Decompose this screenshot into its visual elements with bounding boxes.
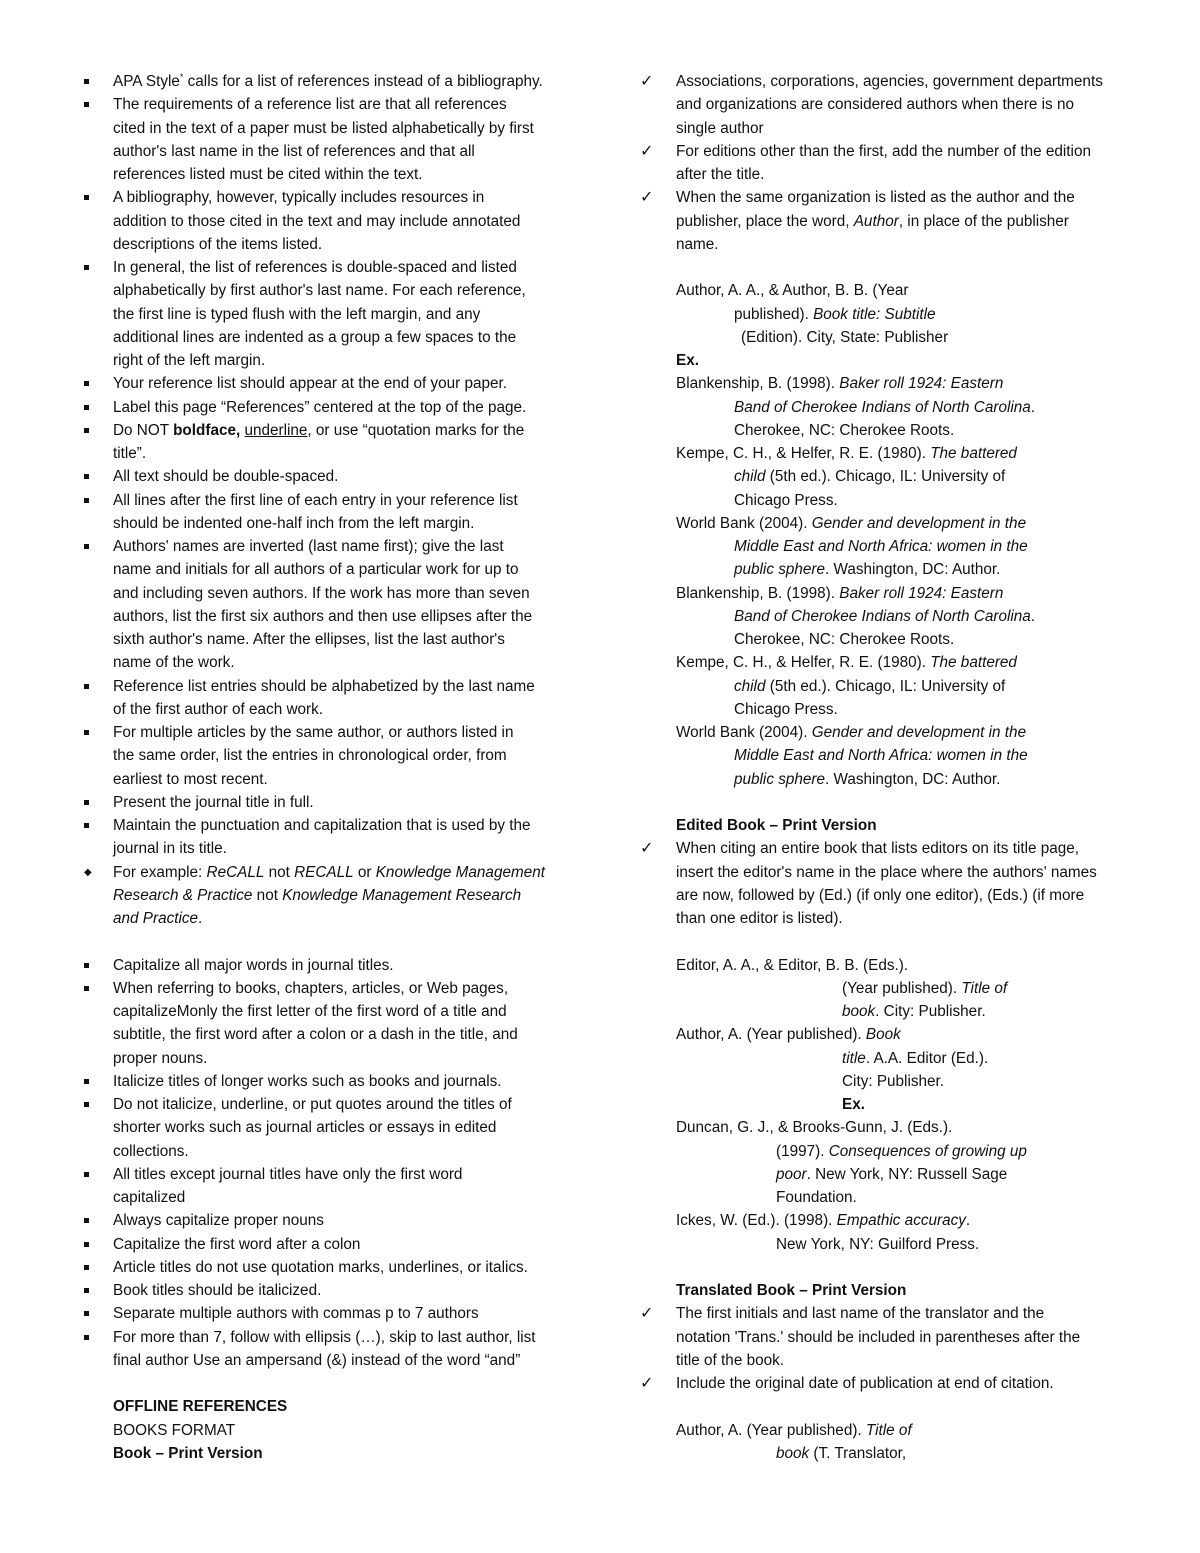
list-item: For multiple articles by the same author, or authors listed in: [113, 724, 514, 741]
format-template: Author, A. A., & Author, B. B. (Year: [676, 282, 909, 300]
list-item: Always capitalize proper nouns: [113, 1212, 324, 1230]
section-subheading: Book – Print Version: [113, 1444, 263, 1462]
list-item: Reference list entries should be alphabetized by the last name: [113, 677, 535, 695]
list-item: Maintain the punctuation and capitalization that is used by the: [113, 817, 531, 834]
list-item: A bibliography, however, typically includes resources in: [113, 189, 485, 207]
reference-entry: Blankenship, B. (1998). Baker roll 1924: Eastern: [676, 584, 1004, 602]
section-heading: Edited Book – Print Version: [676, 817, 877, 834]
list-item: When referring to books, chapters, articles, or Web pages,: [113, 979, 509, 997]
check-item: ✓ The first initials and last name of the translator and the: [640, 1305, 1045, 1323]
list-item: All titles except journal titles have only the first word: [113, 1165, 463, 1183]
list-item: For more than 7, follow with ellipsis (…), skip to last author, list: [113, 1328, 536, 1346]
section-heading: Translated Book – Print Version: [676, 1282, 907, 1299]
reference-entry: World Bank (2004). Gender and development in the: [676, 514, 1027, 532]
list-item: Do not italicize, underline, or put quotes around the titles of: [113, 1096, 512, 1113]
reference-entry: Blankenship, B. (1998). Baker roll 1924: Eastern: [676, 375, 1004, 393]
list-item: The requirements of a reference list are that all references: [113, 96, 507, 114]
reference-entry: Kempe, C. H., & Helfer, R. E. (1980). The battered: [676, 445, 1017, 462]
list-item: Do NOT boldface, underline, or use “quotation marks for the: [113, 421, 525, 439]
list-item: Separate multiple authors with commas p to 7 authors: [113, 1305, 479, 1323]
reference-entry: World Bank (2004). Gender and development in the: [676, 724, 1027, 741]
right-column: ✓ Associations, corporations, agencies, government departments and organizations are considered authors when there is no single author ✓ For editions other than the first, add the number of the edition after the title. ✓ When the same organization is listed as the author and the publisher, place the word, Author, in place of the publisher name. Author, A. A., & Author, B. B. (Year published). Book title: Subtitle (Edition). City, State: Publisher Ex. Blankenship, B. (1998). Baker roll 1924: Eastern Band of Cherokee Indians of North Carolina. Cherokee, NC: Cherokee Roots. Kempe, C. H., & Helfer, R. E. (1980). The battered child (5th ed.). Chicago, IL: University of Chicago Press. World Bank (2004). Gender and development in the Middle East and North Africa: women in the public sphere. Washington, DC: Author. Blankenship, B. (1998). Baker roll 1924: Eastern Band of Cherokee Indians of North Carolina. Cherokee, NC: Cherokee Roots. Kempe, C. H., & Helfer, R. E. (1980). The battered child (5th ed.). Chicago, IL: University of Chicago Press. World Bank (2004). Gender and development in the Middle East and North Africa: women in the public sphere. Washington, DC: Author. Edited Book – Print Version ✓ When citing an entire book that lists editors on its title page, insert the editor's name in the place where the authors' names are now, followed by (Ed.) (if only one editor), (Eds.) (if more than one editor is listed). Editor, A. A., & Editor, B. B. (Eds.). (Year published). Title of book. City: Publisher. Author, A. (Year published). Book title. A.A. Editor (Ed.). City: Publisher. Ex. Duncan, G. J., & Brooks-Gunn, J. (Eds.). (1997). Consequences of growing up poor. New York, NY: Russell Sage Foundation. Ickes, W. (Ed.). (1998). Empathic accuracy. New York, NY: Guilford Press. Translated Book – Print Version ✓ The first initials and last name of the translator and the notation 'Trans.' should be included in parentheses after the title of the book. ✓ Include the original date of publication at end of citation. Author, A. (Year published). Title of book (T. Translator,: [640, 70, 1140, 1465]
list-item: ◆ For example: ReCALL not RECALL or Knowledge Management: [84, 863, 545, 881]
list-item: Present the journal title in full.: [113, 793, 314, 811]
check-item: ✓ Include the original date of publication at end of citation.: [640, 1375, 1054, 1392]
check-item: ✓ For editions other than the first, add the number of the edition: [640, 142, 1091, 160]
list-item: All text should be double-spaced.: [113, 468, 339, 486]
check-item: ✓ When the same organization is listed as the author and the: [640, 189, 1075, 207]
left-column: APA Style* calls for a list of references instead of a bibliography. The requirements of a reference list are that all references cited in the text of a paper must be listed alphabetically by first author's last name in the list of references and that all references listed must be cited within the text. A bibliography, however, typically includes resources in addition to those cited in the text and may include annotated descriptions of the items listed. In general, the list of references is double-spaced and listed alphabetically by first author's last name. For each reference, the first line is typed flush with the left margin, and any additional lines are indented as a group a few spaces to the right of the left margin. Your reference list should appear at the end of your paper. Label this page “References” centered at the top of the page. Do NOT boldface, underline, or use “quotation marks for the title”. All text should be double-spaced. All lines after the first line of each entry in your reference list should be indented one-half inch from the left margin. Authors' names are inverted (last name first); give the last name and initials for all authors of a particular work for up to and including seven authors. If the work has more than seven authors, list the first six authors and then use ellipses after the sixth author's name. After the ellipses, list the last author's name of the work. Reference list entries should be alphabetized by the last name of the first author of each work. For multiple articles by the same author, or authors listed in the same order, list the entries in chronological order, from earliest to most recent. Present the journal title in full. Maintain the punctuation and capitalization that is used by the journal in its title. ◆ For example: ReCALL not RECALL or Knowledge Management Research & Practice not Knowledge Management Research and Practice. Capitalize all major words in journal titles. When referring to books, chapters, articles, or Web pages, capitalizeMonly the first letter of the first word of a title and subtitle, the first word after a colon or a dash in the title, and proper nouns. Italicize titles of longer works such as books and journals. Do not italicize, underline, or put quotes around the titles of shorter works such as journal articles or essays in edited collections. All titles except journal titles have only the first word capitalized Always capitalize proper nouns Capitalize the first word after a colon Article titles do not use quotation marks, underlines, or italics. Book titles should be italicized. Separate multiple authors with commas p to 7 authors For more than 7, follow with ellipsis (…), skip to last author, list final author Use an ampersand (&) instead of the word “and” OFFLINE REFERENCES BOOKS FORMAT Book – Print Version: [84, 70, 574, 1465]
list-item: Capitalize all major words in journal titles.: [113, 956, 394, 974]
reference-entry: Ickes, W. (Ed.). (1998). Empathic accuracy.: [676, 1212, 971, 1230]
check-item: ✓ When citing an entire book that lists editors on its title page,: [640, 840, 1080, 858]
section-heading: OFFLINE REFERENCES: [113, 1398, 288, 1416]
list-item: Your reference list should appear at the end of your paper.: [113, 375, 508, 393]
reference-entry: Duncan, G. J., & Brooks-Gunn, J. (Eds.).: [676, 1119, 953, 1137]
list-item: Article titles do not use quotation marks, underlines, or italics.: [113, 1258, 528, 1276]
check-item: ✓ Associations, corporations, agencies, government departments: [640, 73, 1103, 90]
list-item: Label this page “References” centered at the top of the page.: [113, 398, 527, 416]
list-item: APA Style* calls for a list of references instead of a bibliography.: [113, 71, 543, 90]
format-template: Editor, A. A., & Editor, B. B. (Eds.).: [676, 956, 909, 974]
format-template: Author, A. (Year published). Title of: [676, 1421, 912, 1439]
section-subheading: BOOKS FORMAT: [113, 1421, 236, 1439]
list-item: All lines after the first line of each entry in your reference list: [113, 491, 518, 509]
list-item: In general, the list of references is double-spaced and listed: [113, 259, 517, 276]
list-item: Italicize titles of longer works such as books and journals.: [113, 1072, 502, 1090]
list-item: Capitalize the first word after a colon: [113, 1235, 361, 1253]
list-item: Authors' names are inverted (last name first); give the last: [113, 538, 504, 555]
list-item: Book titles should be italicized.: [113, 1282, 322, 1299]
reference-entry: Kempe, C. H., & Helfer, R. E. (1980). The battered: [676, 654, 1017, 672]
